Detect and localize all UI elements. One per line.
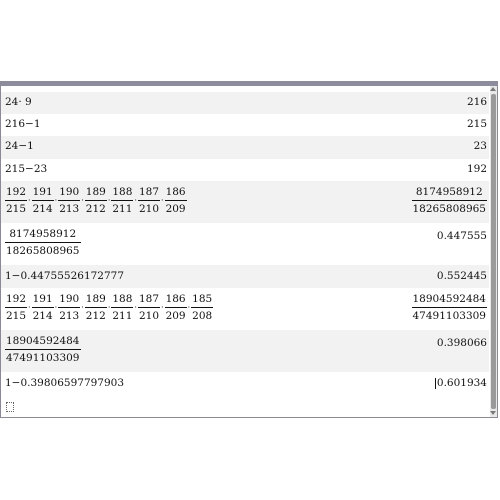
fraction bbox=[58, 185, 80, 216]
multiply-dot-icon: · bbox=[28, 196, 31, 205]
fraction-denominator: 215 bbox=[6, 203, 27, 215]
history-expression: 1−0.39806597797903 bbox=[5, 377, 125, 389]
history-result: 216 bbox=[466, 96, 487, 108]
fraction bbox=[138, 292, 160, 323]
fraction-denominator: 214 bbox=[32, 203, 53, 215]
entry-input[interactable] bbox=[6, 402, 14, 412]
fraction-numerator: 192 bbox=[5, 185, 27, 201]
history-result: 192 bbox=[466, 163, 487, 175]
fraction bbox=[5, 334, 81, 365]
vertical-scrollbar[interactable] bbox=[490, 86, 497, 417]
fraction-denominator: 210 bbox=[138, 310, 160, 322]
fraction bbox=[191, 292, 213, 323]
fraction-numerator: 18904592484 bbox=[412, 292, 488, 308]
fraction-denominator: 212 bbox=[85, 203, 106, 215]
fraction-numerator: 188 bbox=[111, 185, 133, 201]
history-row[interactable] bbox=[1, 223, 489, 265]
multiply-dot-icon: · bbox=[81, 303, 84, 312]
fraction-numerator: 18904592484 bbox=[5, 334, 81, 350]
fraction-denominator: 215 bbox=[6, 310, 27, 322]
history-result: 215 bbox=[466, 118, 487, 130]
history-row[interactable] bbox=[1, 181, 489, 223]
history-expression bbox=[5, 185, 187, 216]
fraction-denominator: 208 bbox=[192, 310, 213, 322]
fraction-numerator: 189 bbox=[85, 185, 107, 201]
multiply-dot-icon: · bbox=[107, 303, 111, 312]
multiply-dot-icon: · bbox=[134, 303, 137, 312]
fraction bbox=[412, 185, 488, 216]
multiply-dot-icon: · bbox=[134, 196, 137, 205]
fraction-numerator: 188 bbox=[111, 292, 133, 308]
fraction bbox=[412, 292, 488, 323]
history-list bbox=[1, 86, 489, 417]
fraction bbox=[85, 292, 107, 323]
multiply-dot-icon: · bbox=[187, 303, 191, 312]
fraction bbox=[5, 185, 27, 216]
fraction-denominator: 213 bbox=[59, 203, 80, 215]
history-result bbox=[412, 292, 488, 323]
calculator-history-window bbox=[0, 81, 498, 418]
history-row[interactable] bbox=[1, 265, 489, 288]
fraction bbox=[165, 292, 187, 323]
history-result: 0.447555 bbox=[436, 230, 487, 242]
history-row[interactable] bbox=[1, 136, 489, 159]
fraction-numerator: 187 bbox=[138, 292, 160, 308]
multiply-dot-icon: · bbox=[161, 196, 164, 205]
fraction-numerator: 187 bbox=[138, 185, 160, 201]
history-expression: 24−1 bbox=[5, 140, 34, 152]
fraction-denominator: 213 bbox=[59, 310, 80, 322]
multiply-dot-icon: · bbox=[161, 303, 164, 312]
history-row[interactable] bbox=[1, 372, 489, 396]
fraction bbox=[165, 185, 187, 216]
fraction-numerator: 191 bbox=[32, 185, 54, 201]
fraction bbox=[111, 185, 133, 216]
history-expression: 1−0.44755526172777 bbox=[5, 270, 125, 282]
multiply-dot-icon: · bbox=[28, 303, 31, 312]
fraction-denominator: 211 bbox=[112, 203, 133, 215]
fraction-numerator: 186 bbox=[165, 185, 187, 201]
fraction-denominator: 47491103309 bbox=[412, 310, 486, 322]
fraction-denominator: 211 bbox=[112, 310, 133, 322]
fraction-numerator: 191 bbox=[32, 292, 54, 308]
history-expression bbox=[5, 334, 81, 365]
history-row[interactable] bbox=[1, 330, 489, 372]
history-row[interactable] bbox=[1, 159, 489, 181]
fraction-denominator: 209 bbox=[165, 310, 186, 322]
triangle-down-icon[interactable] bbox=[490, 411, 496, 415]
multiply-dot-icon: · bbox=[54, 303, 58, 312]
history-result bbox=[435, 377, 487, 389]
history-result: 0.552445 bbox=[436, 270, 487, 282]
fraction bbox=[5, 227, 81, 258]
fraction bbox=[5, 292, 27, 323]
fraction-numerator: 186 bbox=[165, 292, 187, 308]
fraction-denominator: 209 bbox=[165, 203, 186, 215]
history-result: 0.398066 bbox=[436, 337, 487, 349]
history-expression: 215−23 bbox=[5, 163, 48, 175]
history-row[interactable] bbox=[1, 92, 489, 114]
fraction-numerator: 185 bbox=[191, 292, 213, 308]
history-expression bbox=[5, 227, 81, 258]
fraction-numerator: 189 bbox=[85, 292, 107, 308]
fraction-denominator: 210 bbox=[138, 203, 160, 215]
fraction-denominator: 18265808965 bbox=[6, 245, 80, 257]
history-result-text: 0.601934 bbox=[436, 377, 487, 389]
fraction bbox=[32, 185, 54, 216]
multiply-dot-icon: · bbox=[107, 196, 111, 205]
history-expression: 216−1 bbox=[5, 118, 41, 130]
history-row[interactable] bbox=[1, 288, 489, 330]
fraction-denominator: 214 bbox=[32, 310, 53, 322]
fraction-numerator: 8174958912 bbox=[412, 185, 488, 201]
text-cursor bbox=[435, 378, 436, 389]
fraction bbox=[111, 292, 133, 323]
fraction bbox=[58, 292, 80, 323]
multiply-dot-icon: · bbox=[81, 196, 84, 205]
fraction-denominator: 212 bbox=[85, 310, 106, 322]
history-result bbox=[412, 185, 488, 216]
multiply-dot-icon: · bbox=[54, 196, 58, 205]
fraction bbox=[138, 185, 160, 216]
fraction-numerator: 190 bbox=[58, 292, 80, 308]
history-expression: 24· 9 bbox=[5, 96, 32, 108]
scrollbar-thumb[interactable] bbox=[491, 94, 496, 409]
history-expression bbox=[5, 292, 213, 323]
history-result: 23 bbox=[473, 140, 487, 152]
fraction-numerator: 8174958912 bbox=[5, 227, 81, 243]
fraction bbox=[32, 292, 54, 323]
triangle-up-icon[interactable] bbox=[490, 87, 496, 91]
fraction-denominator: 47491103309 bbox=[6, 352, 80, 364]
fraction-numerator: 192 bbox=[5, 292, 27, 308]
history-row[interactable] bbox=[1, 114, 489, 136]
fraction-denominator: 18265808965 bbox=[412, 203, 486, 215]
fraction-numerator: 190 bbox=[58, 185, 80, 201]
fraction bbox=[85, 185, 107, 216]
